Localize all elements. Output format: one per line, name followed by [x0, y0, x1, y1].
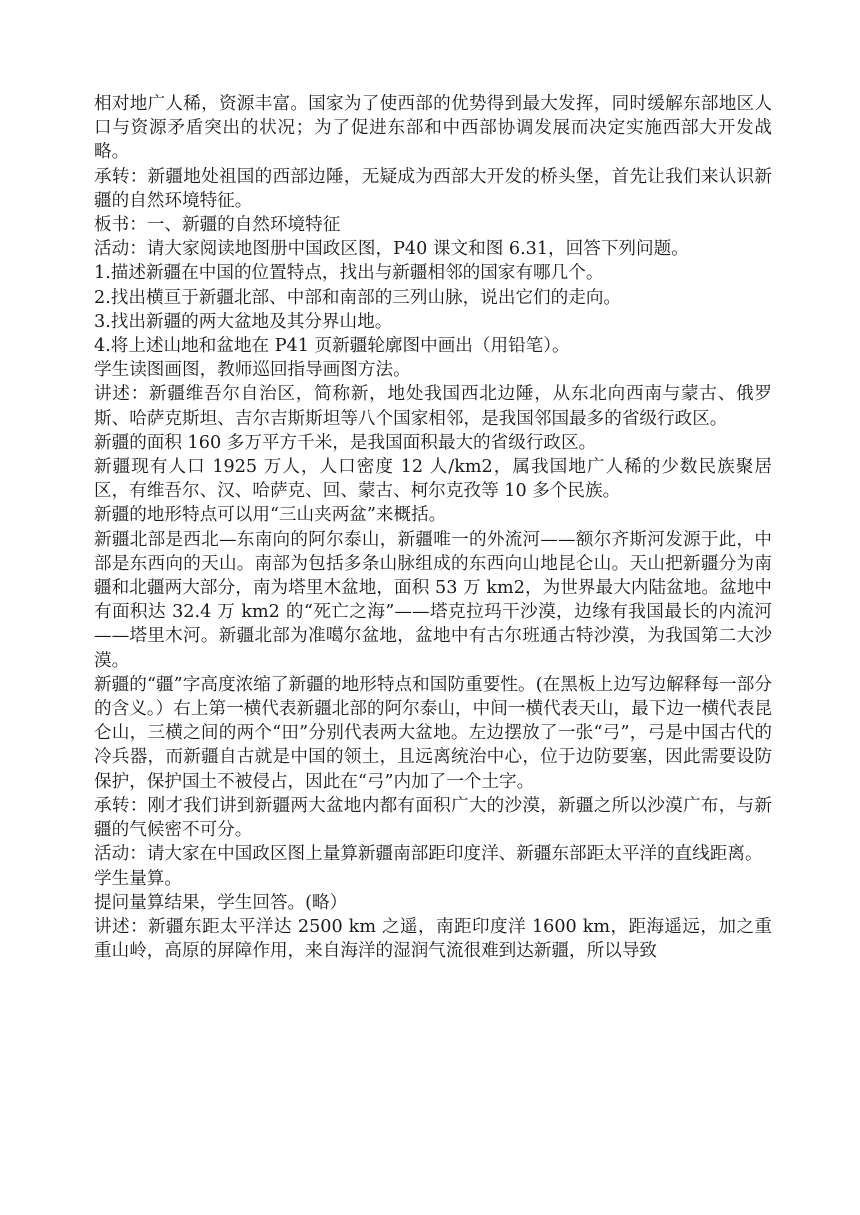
paragraph-context: 相对地广人稀，资源丰富。国家为了使西部的优势得到最大发挥，同时缓解东部地区人口与资源矛盾突出的状况；为了促进东部和中西部协调发展而决定实施西部大开发战略。	[94, 94, 772, 163]
paragraph-student-drawing: 学生读图画图，教师巡回指导画图方法。	[94, 360, 411, 381]
question-1: 1.描述新疆在中国的位置特点，找出与新疆相邻的国家有哪几个。	[94, 263, 604, 284]
paragraph-activity-2: 活动：请大家在中国政区图上量算新疆南部距印度洋、新疆东部距太平洋的直线距离。	[94, 844, 763, 865]
paragraph-terrain-summary: 新疆的地形特点可以用“三山夹两盆”来概括。	[94, 505, 447, 526]
paragraph-student-measure: 学生量算。	[94, 868, 182, 889]
document-body	[94, 92, 772, 963]
question-2: 2.找出横亘于新疆北部、中部和南部的三列山脉，说出它们的走向。	[94, 287, 622, 308]
paragraph-board-heading: 板书：一、新疆的自然环境特征	[94, 215, 341, 236]
question-3: 3.找出新疆的两大盆地及其分界山地。	[94, 311, 393, 332]
paragraph-transition-1: 承转：新疆地处祖国的西部边陲，无疑成为西部大开发的桥头堡，首先让我们来认识新疆的自然环境特征。	[94, 166, 772, 211]
paragraph-narration-location: 讲述：新疆维吾尔自治区，简称新，地处我国西北边陲，从东北向西南与蒙古、俄罗斯、哈萨克斯坦、吉尔吉斯斯坦等八个国家相邻，是我国邻国最多的省级行政区。	[94, 384, 772, 429]
paragraph-narration-distance: 讲述：新疆东距太平洋达 2500 km 之遥，南距印度洋 1600 km，距海遥远，加之重重山岭，高原的屏障作用，来自海洋的湿润气流很难到达新疆，所以导致	[94, 916, 772, 962]
paragraph-transition-2: 承转：刚才我们讲到新疆两大盆地内都有面积广大的沙漠，新疆之所以沙漠广布，与新疆的气候密不可分。	[94, 795, 772, 841]
paragraph-question-answer: 提问量算结果，学生回答。(略）	[94, 892, 348, 913]
paragraph-character-jiang: 新疆的“疆”字高度浓缩了新疆的地形特点和国防重要性。(在黑板上边写边解释每一部分的含义。）右上第一横代表新疆北部的阿尔泰山，中间一横代表天山，最下边一横代表昆仑山，三横之间的两个“田”分别代表两大盆地。左边摆放了一张“弓”，弓是中国古代的冷兵器，而新疆自古就是中国的领土，且远离统治中心，位于边防要塞，因此需要设防保护，保护国土不被侵占，因此在“弓”内加了一个土字。	[94, 674, 772, 792]
paragraph-population: 新疆现有人口 1925 万人，人口密度 12 人/km2，属我国地广人稀的少数民族聚居区，有维吾尔、汉、哈萨克、回、蒙古、柯尔克孜等 10 多个民族。	[94, 457, 772, 502]
paragraph-activity-1: 活动：请大家阅读地图册中国政区图，P40 课文和图 6.31，回答下列问题。	[94, 239, 689, 260]
question-4: 4.将上述山地和盆地在 P41 页新疆轮廓图中画出（用铅笔）。	[94, 336, 570, 357]
paragraph-area: 新疆的面积 160 多万平方千米，是我国面积最大的省级行政区。	[94, 432, 597, 453]
paragraph-terrain-detail: 新疆北部是西北—东南向的阿尔泰山，新疆唯一的外流河——额尔齐斯河发源于此，中部是东西向的天山。南部为包括多条山脉组成的东西向山地昆仑山。天山把新疆分为南疆和北疆两大部分，南为塔里木盆地，面积 53 万 km2，为世界最大内陆盆地。盆地中有面积达 32.4 万 km2 的“死亡之海”——塔克拉玛干沙漠，边缘有我国最长的内流河——塔里木河。新疆北部为准噶尔盆地，盆地中有古尔班通古特沙漠，为我国第二大沙漠。	[94, 529, 772, 671]
